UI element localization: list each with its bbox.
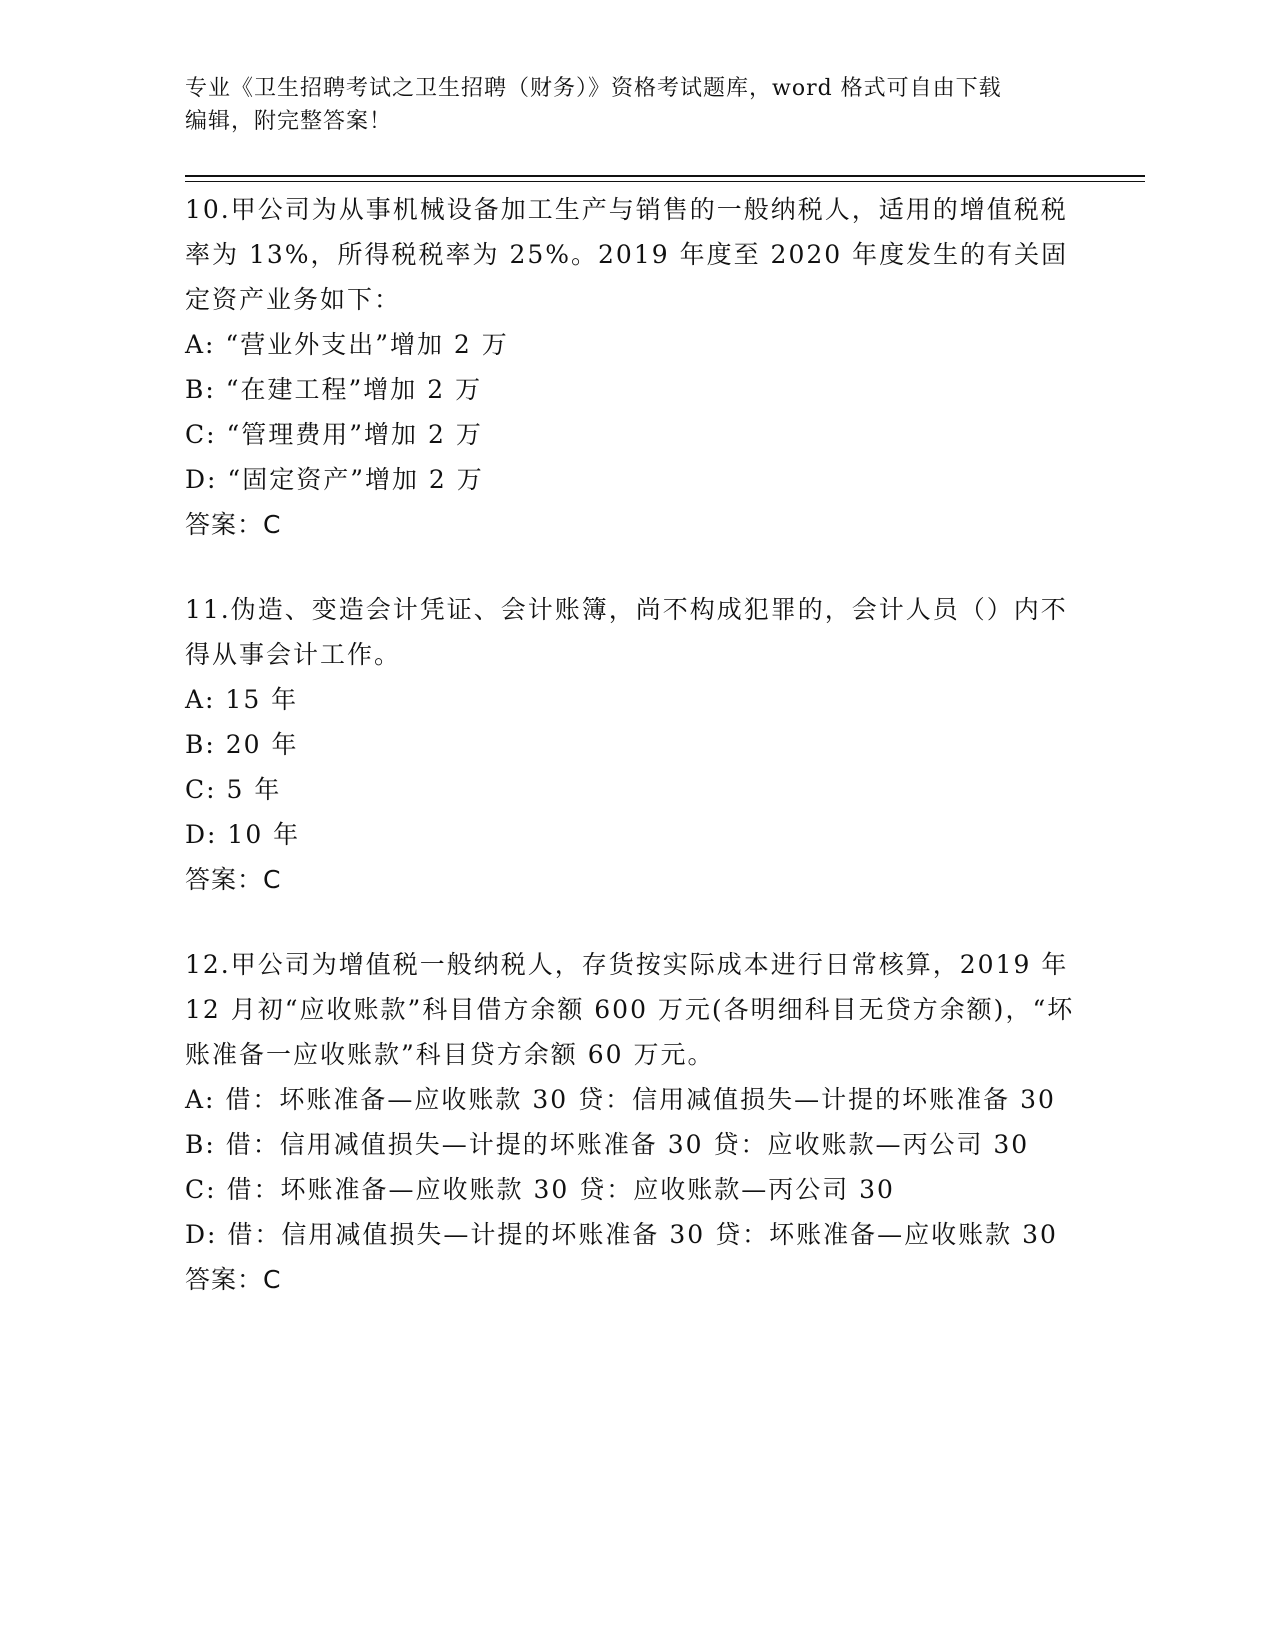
- header-line-1: 专业《卫生招聘考试之卫生招聘（财务）》资格考试题库，word 格式可自由下载: [185, 76, 1002, 101]
- option-a: A: 借：坏账准备—应收账款 30 贷：信用减值损失—计提的坏账准备 30: [185, 1085, 1056, 1114]
- header-line-2: 编辑，附完整答案！: [185, 109, 393, 134]
- answer: 答案：C: [185, 1265, 282, 1294]
- option-d: D: 借：信用减值损失—计提的坏账准备 30 贷：坏账准备—应收账款 30: [185, 1220, 1058, 1249]
- option-c: C: 借：坏账准备—应收账款 30 贷：应收账款—丙公司 30: [185, 1175, 895, 1204]
- option-a: A: 15 年: [185, 685, 299, 714]
- option-c: C: “管理费用”增加 2 万: [185, 420, 483, 449]
- answer: 答案：C: [185, 510, 282, 539]
- document-header: [185, 72, 1065, 138]
- question-11: [185, 587, 1075, 902]
- header-rule-thick: [185, 175, 1145, 177]
- option-d: D: “固定资产”增加 2 万: [185, 465, 484, 494]
- question-10: [185, 187, 1075, 547]
- option-b: B: “在建工程”增加 2 万: [185, 375, 483, 404]
- question-12: [185, 942, 1075, 1302]
- question-stem: 12.甲公司为增值税一般纳税人，存货按实际成本进行日常核算，2019 年 12 月初“应收账款”科目借方余额 600 万元(各明细科目无贷方余额)，“坏账准备一应收账款”科目贷方余额 60 万元。: [185, 950, 1075, 1069]
- question-list: [185, 187, 1075, 1342]
- option-a: A: “营业外支出”增加 2 万: [185, 330, 509, 359]
- question-stem: 10.甲公司为从事机械设备加工生产与销售的一般纳税人，适用的增值税税率为 13%，所得税税率为 25%。2019 年度至 2020 年度发生的有关固定资产业务如下：: [185, 195, 1069, 314]
- question-stem: 11.伪造、变造会计凭证、会计账簿，尚不构成犯罪的，会计人员（）内不得从事会计工作。: [185, 595, 1068, 669]
- option-c: C: 5 年: [185, 775, 282, 804]
- option-b: B: 20 年: [185, 730, 299, 759]
- header-rule-thin: [185, 181, 1145, 182]
- option-d: D: 10 年: [185, 820, 301, 849]
- option-b: B: 借：信用减值损失—计提的坏账准备 30 贷：应收账款—丙公司 30: [185, 1130, 1030, 1159]
- answer: 答案：C: [185, 865, 282, 894]
